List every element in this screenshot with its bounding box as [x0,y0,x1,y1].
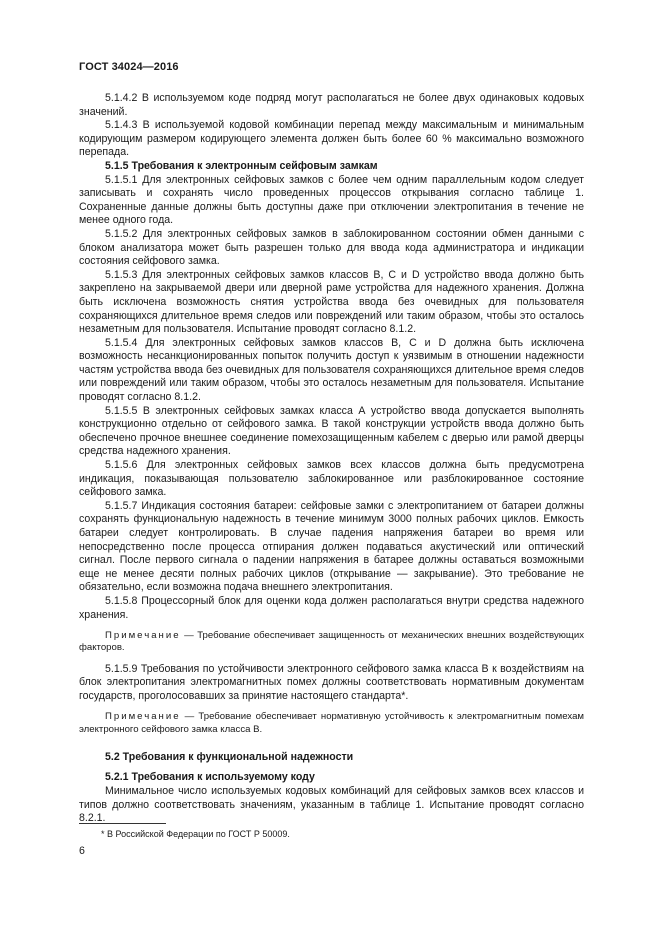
note-1 [79,630,584,654]
clause-5-2-1-text: Минимальное число используемых кодовых комбинаций для сейфовых замков всех классов и типов должно соответствовать значениям, указанным в таблице 1. Испытание проводят согласно 8.2.1. [79,784,584,825]
body-text [79,92,584,826]
clause-5-1-5-8: 5.1.5.8 Процессорный блок для оценки кода должен располагаться внутри средства надежного хранения. [79,594,584,621]
clause-5-1-5-3: 5.1.5.3 Для электронных сейфовых замков классов В, С и D устройство ввода должно быть закреплено на закрываемой двери или дверной раме устройства для надежного хранения. Должна быть исключена возможность снятия устройства ввода без очевидных для пользователя сохраняющихся длительное время следов или повреждений или таким образом, чтобы это осталось незаметным для пользователя. Испытание проводят согласно 8.1.2. [79,268,584,336]
clause-5-1-4-3: 5.1.4.3 В используемой кодовой комбинации перепад между максимальным и минимальным кодирующим размером кодирующего элемента должен быть более 60 % максимально возможного перепада. [79,119,584,159]
clause-5-1-4-2: 5.1.4.2 В используемом коде подряд могут располагаться не более двух одинаковых кодовых значений. [79,92,584,118]
clause-5-1-5-5: 5.1.5.5 В электронных сейфовых замках класса А устройство ввода допускается выполнять конструкционно отдельно от сейфового замка. В такой конструкции устройств ввода должно быть обеспечено прочное внешнее соединение помехозащищенным кабелем с дверью или рамой дверцы средства надежного хранения. [79,404,584,458]
clause-5-1-5-9: 5.1.5.9 Требования по устойчивости электронного сейфового замка класса В к воздействиям на блок электропитания электромагнитных помех должны соответствовать нормативным документам государств, проголосовавших за принятие настоящего стандарта*. [79,662,584,702]
clause-5-1-5-4: 5.1.5.4 Для электронных сейфовых замков классов В, С и D должна быть исключена возможность несанкционированных попыток получить доступ к уязвимым в отношении надежности частям устройства ввода без очевидных для пользователя сохраняющихся длительное время следов или повреждений или таким образом, чтобы это осталось незаметным для пользователя. Испытание проводят согласно 8.1.2. [79,336,584,404]
footnote-divider [79,823,166,824]
standard-header: ГОСТ 34024—2016 [79,61,179,73]
heading-5-1-5: 5.1.5 Требования к электронным сейфовым замкам [105,159,378,172]
clause-5-1-5-7: 5.1.5.7 Индикация состояния батареи: сейфовые замки с электропитанием от батареи должны сохранять функциональную надежность в течение минимум 3000 полных рабочих циклов. Емкость батареи следует контролировать. В случае падения напряжения батареи во время или непосредственно после процесса отпирания должен подаваться акустический или оптический сигнал. После первого сигнала о падении напряжения в батарее должны оставаться возможными еще не менее десяти полных рабочих циклов (открывание — закрывание). Это требование не обязательно, если возможна подача внешнего электропитания. [79,499,584,594]
note-label: Примечание [105,711,181,723]
note-label: Примечание [105,630,181,642]
clause-5-1-5-1: 5.1.5.1 Для электронных сейфовых замков с более чем одним параллельным кодом следует записывать и сохранять число проведенных процессов открывания согласно таблице 1. Сохраненные данные должны быть доступны даже при отключении электропитания в течение не менее одного года. [79,173,584,227]
footnote: * В Российской Федерации по ГОСТ Р 50009. [101,829,290,839]
note-2 [79,711,584,735]
heading-5-2: 5.2 Требования к функциональной надежности [105,750,354,763]
heading-5-2-1: 5.2.1 Требования к используемому коду [105,771,315,784]
clause-5-1-5-2: 5.1.5.2 Для электронных сейфовых замков в заблокированном состоянии обмен данными с блоком анализатора может быть разрешен только для ввода кода администратора и индикации состояния сейфового замка. [79,227,584,268]
page-number: 6 [79,845,85,857]
note-text: — Требование обеспечивает защищенность от механических внешних воздействующих факторов. [79,630,584,654]
clause-5-1-5-6: 5.1.5.6 Для электронных сейфовых замков всех классов должна быть предусмотрена индикация, показывающая пользователю заблокированное или разблокированное состояние сейфового замка. [79,459,584,499]
note-text: — Требование обеспечивает нормативную устойчивость к электромагнитным помехам электронного сейфового замка класса В. [79,711,584,735]
